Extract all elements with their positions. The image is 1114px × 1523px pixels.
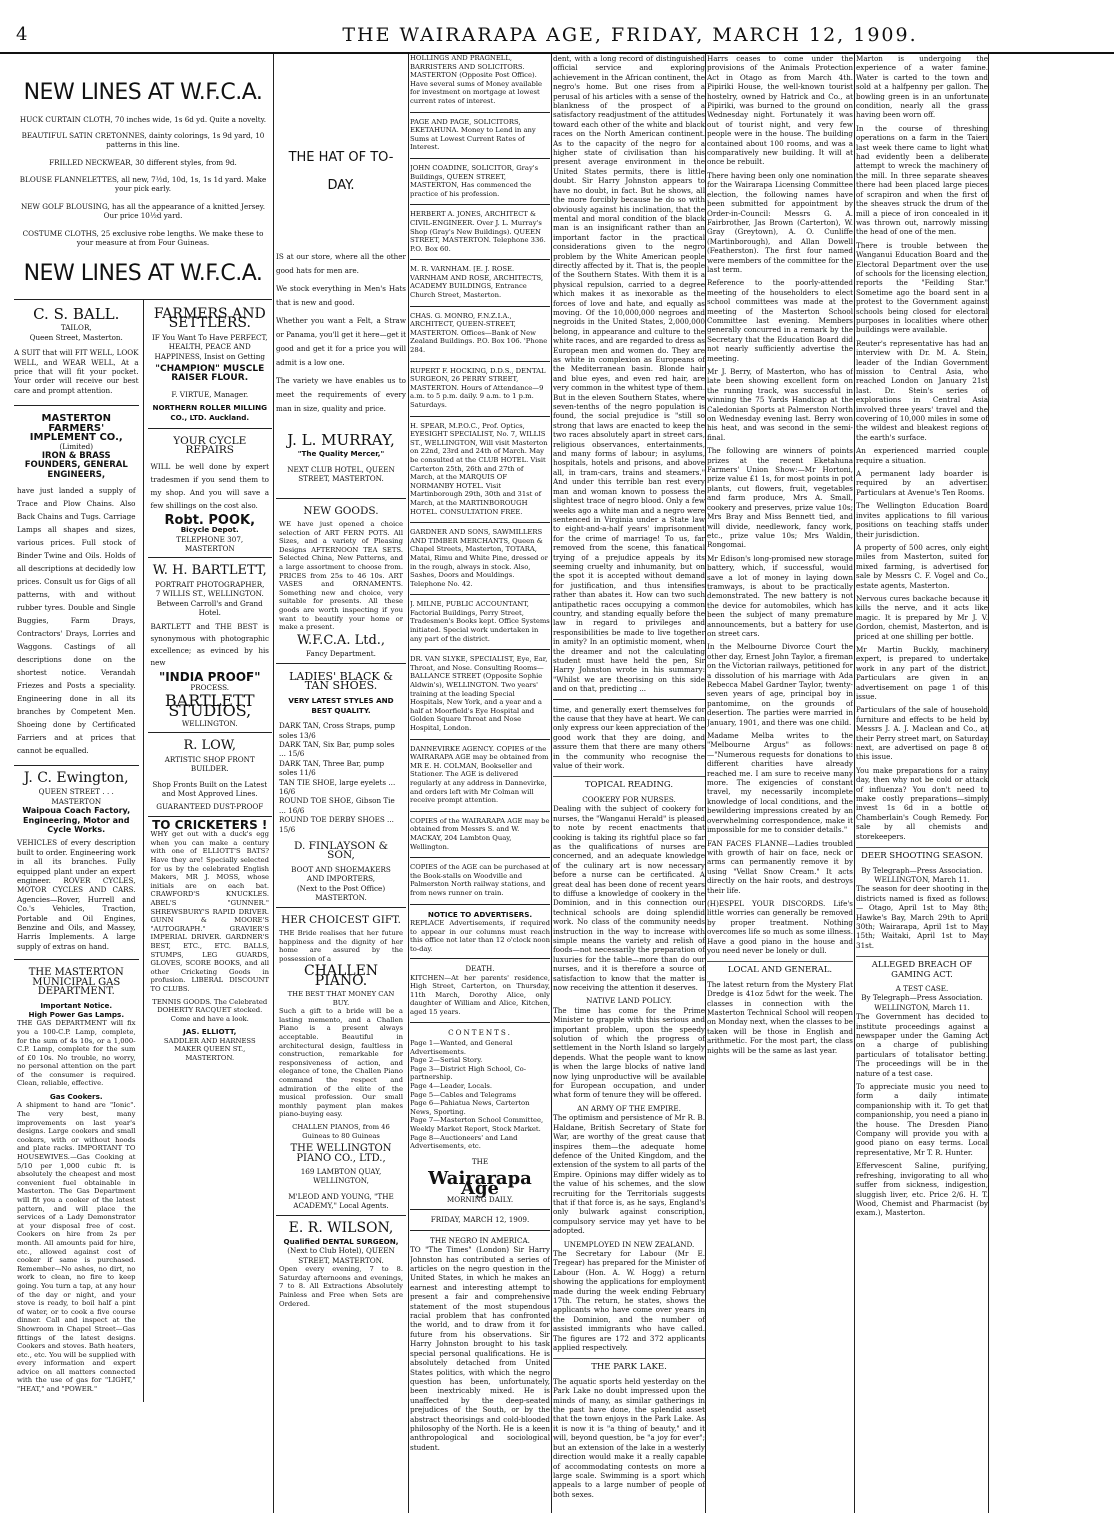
ad-cycle-tel: TELEPHONE 307, MASTERTON: [176, 534, 244, 553]
ad-low-guarantee: GUARANTEED DUST-PROOF: [156, 802, 264, 812]
contents-item: Page 6—Pahiatua News, Carterton News, Sporting.: [410, 1099, 530, 1116]
ad-farmers-product: "CHAMPION" MUSCLE RAISER FLOUR.: [155, 363, 265, 384]
article-title: LOCAL AND GENERAL.: [707, 961, 853, 975]
column-7: [990, 54, 1108, 1513]
notice: [410, 910, 550, 954]
ad-hat-body: IS at our store, where all the other good hats for men are.: [276, 252, 406, 275]
ad-ball-trade: TAILOR,: [60, 323, 92, 333]
ad-gift-body: THE Bride realises that her future happiness and the dignity of her home are assured by the possession of a: [279, 928, 403, 963]
article-subtitle: COOKERY FOR NURSES.: [582, 794, 676, 804]
ad-shoes-item: ROUND TOE SHOE, Gibson Tie ... 16/6: [279, 796, 395, 815]
ad-gift-title: HER CHOICEST GIFT.: [281, 913, 401, 926]
card: COPIES of the WAIRARAPA AGE may be obtained from Messrs S. and W. MACKAY, 204 Lambton Quay, Wellington.: [410, 816, 550, 851]
column-2: [276, 54, 406, 1513]
article-title: ALLEGED BREACH OF GAMING ACT.: [856, 956, 988, 980]
ad-bartlett-product: "INDIA PROOF": [158, 670, 261, 685]
card: DANNEVIRKE AGENCY. COPIES of the WAIRARAPA AGE may be obtained from MR E. H. COLMAN, Bookseller and Stationer. The AGE is delivered regularly at any address in Dannevirke, and orders left with Mr Colman will receive prompt attention.: [410, 744, 549, 805]
ad-wilson: [276, 1215, 406, 1317]
article-body: Mr Martin Buckly, machinery expert, is prepared to undertake work in any part of the district. Particulars are given in an advertisement on page 1 of this issue.: [856, 644, 988, 701]
article-body: Nervous cures backache because it kills the nerve, and it acts like magic. It is prepared by Mr J. V. Gordon, chemist, Masterton, and is priced at one shilling per bottle.: [856, 593, 988, 641]
column-rule: [854, 54, 855, 1513]
ad-farmers-sign: F. VIRTUE, Manager.: [171, 389, 249, 399]
ad-ball-addr: Queen Street, Masterton.: [29, 332, 123, 342]
ad-gas-title: THE MASTERTON MUNICIPAL GAS DEPARTMENT.: [28, 967, 124, 998]
ad-low-body: Shop Fronts Built on the Latest and Most Approved Lines.: [152, 779, 268, 799]
ad-shoes-item: DARK TAN, Six Bar, pump soles ... 15/6: [279, 740, 395, 759]
ad-cricket-trade: SADDLER AND HARNESS MAKER QUEEN ST., MASTERTON.: [163, 1036, 256, 1062]
article-body: Dealing with the subject of cookery for nurses, the "Wanganui Herald" is pleased to note by recent enactments that cooking is taking its rightful place so far as the qualifications of nurses are concerned, and an adequate knowledge of the culinary art is now necessary before a nurse can be certificated. A great deal has been done of recent years to diffuse a knowledge of cookery in the Dominion, and in this connection our technical schools are doing splendid work. No class of the community needs instruction in the way to increase with simple means the variety and relish of foods—not necessarily the preparation of luxuries for the table—more than do our nurses, and it is therefore a source of satisfaction to know that the matter is now receiving the attention it deserves.: [553, 804, 705, 992]
ad-gas: [14, 959, 139, 1401]
ad-ewington-sub: Waipoua Coach Factory, Engineering, Motor and Cycle Works.: [22, 806, 131, 834]
article-title: TOPICAL READING.: [553, 776, 705, 790]
ad-wilson-name: E. R. WILSON,: [288, 1219, 394, 1236]
column-4: [553, 54, 705, 1513]
article-body: Madame Melba writes to the "Melbourne Argus" as follows:—"Numerous requests for donations to different charities have already reached me. I am sure to receive many more. The exigencies of constant travel, my necessarily incomplete knowledge of local conditions, and the bewildering impressions created by an overwhelming correspondence, make it impossible for me to consider details.": [707, 731, 853, 835]
article-body: dent, with a long record of distinguished official service and exploring achievement in the African continent, the negro's home. But one rises from a perusal of his articles with a sense of the blankness of the prospect of a satisfactory readjustment of the attitudes toward each other of the white and black races on the North American continent. As to the capacity of the negro for a higher state of civilisation than his present average environment in the United States permits, there is little doubt. Sir Harry Johnston appears to have no doubt, in fact. But he shows, all the more forcibly because he do so with obviously against his inclination, that the mental and moral condition of the black man is an insignificant rather than an important factor in the practical considerations given to the negro problem by the White American people directly affected by it. That is, the people of the Southern States. With them it is a physical repulsion, carried to a degree which makes it as inexorable as the forces of love and hate, and equally as moving. Of the 10,000,000 negroes and negroids in the United States, 2,000,000 belong, in appearance and culture to the white races, and are regarded to dress as European men and women do. They are as white in complexion as Europeans of the Mediterranean basin. Blonde hair and blue eyes, and even red hair, are very common in the whitest type of them. But in the eleven Southern States, where seven-tenths of the negro population is found, the social prejudice is "still so strong that laws are enacted to keep the two races absolutely apart in street cars, religious observances, entertainments, and many forms of labour; in asylums, hospitals, hotels and prisons, and above all, in tram-cars, trains and steamers." And under this terrible ban rest every man and woman known to possess the slightest trace of negro blood. Only a few weeks ago a white man and a negro were sentenced in Virginia under a State law to eight-and-a-half years' imprisonment for the crime of marriage! To us, far removed from the scene, this fanatical trying of a prejudice appeals by its seeming cruelty and inhumanity, but on the spot it is accepted without demand for justification, and thus intensifies rather than abates it. How can two such antipathetic races occupying a common country, and standing equally before the law in regard to privileges and responsibilities be made to live together in amity? In an optimistic moment, when the dreamer and not the calculating student must have held the pen, Sir Harry Johnston wrote in his summary: "Whilst we are theorising on this side and on that, predicting ...: [553, 54, 705, 694]
ad-ewington-name: J. C. Ewington,: [23, 769, 129, 786]
article-body: Mr J. Berry, of Masterton, who has of late been showing excellent form on the running track, was successful in winning the 75 Yards Handicap at the Caledonian Sports at Palmerston North on Wednesday evening last. Berry won his heat, and was second in the semi-final.: [707, 367, 853, 442]
ad-wfca-line: BEAUTIFUL SATIN CRETONNES, dainty colorings, 1s 9d yard, 10 patterns in this line.: [21, 130, 265, 150]
ad-bartlett-body: BARTLETT and THE BEST is synonymous with photographic excellence; as evinced by his new: [150, 622, 269, 668]
ad-gas-sub2: Gas Cookers.: [49, 1092, 103, 1102]
column-6: [856, 54, 988, 1513]
ad-gift-body2: Such a gift to a bride will be a lasting memento, and a Challen Piano is a present always acceptable. Beautiful in architectural design, faultless in construction, remarkable for responsiveness of action, and elegance of tone, the Challen Piano command the respect and admiration of the elite of the musical profession. Our small monthly payment plan makes piano-buying easy.: [279, 1007, 403, 1119]
ad-shoes-name: D. FINLAYSON & SON,: [293, 840, 389, 862]
ad-implement-title: MASTERTON FARMERS' IMPLEMENT CO.,: [29, 413, 123, 443]
ad-wfca-line: HUCK CURTAIN CLOTH, 70 inches wide, 1s 6d yd. Quite a novelty.: [19, 115, 267, 125]
ad-ball-name: C. S. BALL.: [33, 304, 120, 323]
ad-bartlett-between: Between Carroll's and Grand Hotel.: [156, 598, 263, 617]
article-body: The Secretary for Labour (Mr E. Tregear) has prepared for the Minister of Labour (Hon. A. W. Hogg) a return showing the applications for employment made during the week ending February 17th. The return, he states, shows the applicants who have come over years in the Dominion, and the number of assisted immigrants who have called. The figures are 172 and 372 applicants applied respectively.: [553, 1248, 705, 1353]
ad-gift: [276, 907, 406, 1215]
article-body: Reuter's representative has had an interview with Dr. M. A. Stein, leader of the Indian Government mission to Central Asia, who reached London on January 21st last. Dr. Stein's series of explorations in Central Asia involved three years' travel and the covering of 10,000 miles in some of the wildest and bleakest regions of the earth's surface.: [856, 338, 988, 442]
ad-wfca-line: COSTUME CLOTHS, 25 exclusive robe lengths. We make these to your measure at from Four Guineas.: [22, 228, 264, 248]
article-body: The time has come for the Prime Minister to grapple with this serious and important problem, upon the speedy solution of which the progress of settlement in the North Island so largely depends. What the people want to know is when the large blocks of native land now lying unproductive will be available for European occupation, and under what form of tenure they will be offered.: [553, 1005, 705, 1100]
ad-bartlett: [148, 557, 273, 732]
card: J. MILNE, PUBLIC ACCOUNTANT, Factorial Buildings, Perry Street, Tradesmen's Books kept. Office Systems initiated. Special work undertaken in any part of the district.: [410, 600, 550, 643]
article-dateline: By Telegraph—Press Association. WELLINGTON, March 11.: [861, 865, 983, 884]
article-body: Marton is undergoing the experience of a water famine. Water is carted to the town and sold at a halfpenny per gallon. The bowling green is in an unfortunate condition, nearly all the grass having been worn off.: [856, 54, 988, 120]
card: DR. VAN SLYKE, SPECIALIST, Eye, Ear, Throat, and Nose. Consulting Rooms—BALLANCE STREET (Opposite Sophie Aldwin's), WELLINGTON. Two years' training at the leading Special Hospitals, New York, and a year and a half at Moorfield's Eye Hospital and Golden Square Throat and Nose Hospital, London.: [410, 655, 548, 732]
ad-shoes-item: DARK TAN, Cross Straps, pump soles 13/6: [279, 721, 395, 740]
ad-farmers: [148, 300, 273, 428]
ad-bartlett-addr: 7 WILLIS ST., WELLINGTON.: [155, 589, 264, 599]
ad-hat-addr: NEXT CLUB HOTEL, QUEEN STREET, MASTERTON.: [287, 464, 395, 484]
ad-cricket-tennis: TENNIS GOODS. The Celebrated DOHERTY RACQUET stocked. Come and have a look.: [152, 997, 268, 1023]
column-1: [14, 54, 272, 1513]
article-body: Effervescent Saline, purifying, refreshing, invigorating to all who suffer from sickness, indigestion, sluggish liver, etc. Price 2/6. H. T. Wood, Chemist and Pharmacist (by exam.), Masterton.: [856, 1161, 988, 1218]
article-body: A property of 500 acres, only eight miles from Masterton, suited for mixed farming, is advertised for sale by Messrs C. F. Vogel and Co., estate agents, Masterton.: [856, 542, 988, 590]
contents: [410, 1028, 550, 1151]
ad-wfca-line: NEW GOLF BLOUSING, has all the appearance of a knitted Jersey. Our price 10½d yard.: [21, 201, 265, 221]
ad-ewington: [14, 765, 139, 959]
ad-shoes-title: LADIES' BLACK & TAN SHOES.: [289, 669, 393, 692]
ad-wilson-addr: (Next to Club Hotel), QUEEN STREET, MASTERTON.: [287, 1246, 395, 1265]
article-body: time, and generally exert themselves for the cause that they have at heart. We can only express our keen appreciation of the good work that they are doing, and assure them that there are many others in the community who recognise the value of their work.: [553, 704, 705, 771]
ad-bartlett-name: W. H. BARTLETT,: [152, 563, 267, 579]
ad-gift-sub: THE BEST THAT MONEY CAN BUY.: [287, 990, 395, 1007]
article-body: To appreciate music you need to form a daily intimate companionship with it. To get that companionship, you need a piano in the house. The Dresden Piano Company will provide you with a good piano on easy terms. Local representative, Mr T. R. Hunter.: [856, 1082, 988, 1157]
column-rule: [551, 54, 552, 1513]
ad-newgoods-body: WE have just opened a choice selection of ART FERN POTS. All Sizes, and a variety of Pleasing Designs AFTERNOON TEA SETS. Selected China, New Patterns, and a large assortment to choose from. PRICES from 25s to 46 10s. ART VASES and ORNAMENTS. Something new and choice, very suitable for presents. All these goods are worth inspecting if you want to beautify your home or make a present.: [279, 520, 403, 632]
ad-hat-name: J. L. MURRAY,: [287, 431, 395, 449]
card: HERBERT A. JONES, ARCHITECT & CIVIL-ENGINEER. Over J. L. Murray's Shop (Gray's New Buildings). QUEEN STREET, MASTERTON. Telephone 336. P.O. Box 60.: [410, 210, 546, 253]
ad-bartlett-city: WELLINGTON.: [181, 719, 238, 729]
article-subtitle: UNEMPLOYED IN NEW ZEALAND.: [563, 1239, 695, 1249]
card: M. R. VARNHAM. [E. J. ROSE. VARNHAM AND ROSE, ARCHITECTS, ACADEMY BUILDINGS, Entrance Church Street, Masterton.: [410, 265, 544, 300]
article-body: TO "The Times" (London) Sir Harry Johnston has contributed a series of articles on the negro question in the United States, in which he makes an earnest and interesting attempt to present a fair and comprehensive statement of the most stupendous racial problem that has confronted the world, and to draw from it for future from his observations. Sir Harry Johnston brought to his task special personal qualifications. He is absolutely detached from United States politics, with which the negro question has been, unfortunately, been inextricably mixed. He is unaffected by the deep-seated prejudices of the South, or by the abstract theorisings and cold-blooded philosophy of the North. He is a keen anthropological and sociological student.: [410, 1245, 550, 1452]
notice-title: NOTICE TO ADVERTISERS.: [427, 909, 533, 919]
masthead: [0, 18, 1114, 54]
article-body: Particulars of the sale of household furniture and effects to be held by Messrs J. A. J. Maclean and Co., at their Perry street mart, on Saturday next, are advertised on page 8 of this issue.: [856, 705, 988, 762]
article-subtitle: AN ARMY OF THE EMPIRE.: [577, 1103, 681, 1113]
ad-farmers-company: NORTHERN ROLLER MILLING CO., LTD. Auckland.: [152, 403, 268, 422]
ad-wfca-footer: NEW LINES AT W.F.C.A.: [23, 261, 263, 287]
ad-gift-addr: 169 LAMBTON QUAY, WELLINGTON,: [300, 1167, 382, 1186]
ad-wfca-line: BLOUSE FLANNELETTES, all new, 7½d, 10d, 1s, 1s 1d yard. Make your pick early.: [19, 175, 267, 194]
ad-hat-body: Whether you want a Felt, a Straw or Panama, you'll get it here—get it good and get it for a price you will admit is a low one.: [276, 316, 406, 367]
ad-ball-body: A SUIT that will FIT WELL, LOOK WELL, and WEAR WELL, At a price that will fit your pocket. Your order will receive our best care and prompt attention.: [14, 348, 139, 395]
article-body: FAN FACES FLANNE—Ladies troubled with growth of hair on face, neck or arms can permanently remove it by using "Vellat Snow Cream." It acts directly on the hair roots, and destroys their life.: [707, 838, 853, 895]
contents-item: Page 2—Serial Story.: [410, 1056, 483, 1065]
article-title: THE NEGRO IN AMERICA.: [430, 1235, 530, 1245]
ad-shoes-sub: VERY LATEST STYLES AND BEST QUALITY.: [288, 696, 394, 715]
ad-bartlett-trade: PORTRAIT PHOTOGRAPHER,: [155, 579, 265, 589]
ad-gas-notice: Important Notice.: [40, 1000, 113, 1010]
article-body: In the Melbourne Divorce Court the other day, Ernest John Taylor, a fireman on the Victorian railways, petitioned for a dissolution of his marriage with Ada Rebecca Mabel Gardner Taylor, twenty-seven years of age, principal boy in pantomime, on the grounds of desertion. The parties were married in January, 1901, and there was one child.: [707, 642, 853, 727]
nameplate-the: THE: [471, 1156, 489, 1166]
article-body: You make preparations for a rainy day, then why not be cold or attack of influenza? You don't need to make costly preparations—simply invest 1s 6d in a bottle of Chamberlain's Cough Remedy. For sale by all chemists and storekeepers.: [856, 765, 988, 841]
article-body: Mr Edison's long-promised new storage battery, which, if successful, would save a lot of money in laying down tramways, is about to be practically demonstrated. The new battery is not the device for automobiles, which has been the subject of many premature announcements, but a battery for use on street cars.: [707, 553, 853, 638]
ad-hat-tag: "The Quality Mercer,": [297, 449, 385, 459]
ad-cycle-body: WILL be well done by expert tradesmen if you send them to my shop. And you will save a few shillings on the cost also.: [150, 461, 269, 510]
ad-ewington-body: VEHICLES of every description built to order. Engineering work in all its branches. Fully equipped plant under an expert engineer. ROVER CYCLES, MOTOR CYCLES AND CARS. Agencies—Rover, Hurrell and Co.'s Vehicles, Traction, Portable and Oil Engines, Benzine and Oils, and Massey, Harris Implements. A large supply of extras on hand.: [17, 838, 136, 951]
ad-cycle-title: YOUR CYCLE REPAIRS: [173, 434, 247, 457]
article-body: There having been only one nomination for the Wairarapa Licensing Committee election, the following names have been submitted for appointment by Order-in-Council: Messrs G. A. Fairbrother, Jas Brown (Carterton), W. Gray (Greytown), A. O. Cunliffe (Martinborough), and Allan Dowell (Featherston). The first four named were members of the committee for the last term.: [707, 170, 853, 274]
column-5: [707, 54, 853, 1513]
article-body: The aquatic sports held yesterday on the Park Lake no doubt impressed upon the minds of many, as similar gatherings in the past have done, the splendid asset that the town enjoys in the Park Lake. As it is now it is "a thing of beauty," and it will, beyond question, be "a joy for ever"; but an extension of the lake in a westerly direction would make it a really capable of accommodating contests on more a large scale. Swimming is a sport which appeals to a large number of people of both sexes.: [553, 1376, 705, 1499]
ad-ball: [14, 300, 139, 405]
ad-wfca: [14, 80, 272, 287]
contents-item: Page 7—Masterton School Committee, Weekly Market Report, Stock Market.: [410, 1116, 544, 1133]
article-subtitle: A TEST CASE.: [895, 983, 949, 993]
ad-gift-product: CHALLEN PIANO.: [303, 963, 379, 989]
card: JOHN COADINE, SOLICITOR, Gray's Buildings, QUEEN STREET, MASTERTON, Has commenced the practice of his profession.: [410, 163, 539, 198]
death: [410, 964, 550, 1016]
contents-item: Page 1—Wanted, and General Advertisements.: [410, 1039, 513, 1056]
notice-body: REPLACE Advertisements, if required to appear in our columns must reach this office not later than 12 o'clock noon to-day.: [410, 918, 550, 953]
ad-shoes-item: DARK TAN, Three Bar, pump soles 11/6: [279, 758, 385, 778]
article-body: The Government has decided to institute proceedings against a newspaper under the Gaming Act on a charge of publishing particulars of totalisator betting. The proceedings will be in the nature of a test case.: [856, 1012, 988, 1078]
card: CHAS. G. MONRO, F.N.Z.I.A., ARCHITECT, QUEEN-STREET, MASTERTON. Offices—Bank of New Zealand Buildings. P.O. Box 106. 'Phone 284.: [410, 311, 548, 355]
ad-cycle: [148, 428, 273, 557]
ad-shoes-addr: (Next to the Post Office) MASTERTON.: [296, 883, 386, 903]
ad-hat-body: The variety we have enables us to meet the requirements of every man in size, quality and price.: [276, 376, 406, 413]
ad-newgoods-trade: Fancy Department.: [306, 649, 376, 659]
column-rule: [988, 54, 989, 1513]
ad-low-name: R. LOW,: [183, 738, 237, 754]
ad-implement-sub1: (Limited): [59, 442, 94, 452]
ad-implement-body: have just landed a supply of Trace and Plow Chains. Also Back Chains and Tugs. Carriage Lamps all shapes and sizes, various prices. Full stock of Binder Twine and Oils. Holds of all descriptions at decidedly low prices. Consult us for Gigs of all patterns, with and without rubber tyres. Double and Single Buggies, Farm Drays, Contractors' Drays, Lorries and Waggons. Castings of all descriptions done on the shortest notice. Verandah Friezes and Posts a speciality. Engineering done in all its branches by Competent Men. Shoeing done by Certificated Farriers and at prices that cannot be equalled.: [17, 485, 136, 755]
ad-gift-agents: M'LEOD AND YOUNG, "THE ACADEMY," Local Agents.: [288, 1191, 394, 1211]
card: COPIES of the AGE can be purchased at the Book-stalls on Woodville and Palmerston North railway stations, and from news runner on train.: [410, 863, 550, 897]
nameplate-sub: MORNING DAILY.: [446, 1195, 514, 1204]
article-title: THE PARK LAKE.: [553, 1358, 705, 1372]
ad-shoes-sub2: AND IMPORTERS,: [306, 874, 376, 884]
card: RUPERT F. HOCKING, D.D.S., DENTAL SURGEON, 26 PERRY STREET, MASTERTON. Hours of Attendance—9 a.m. to 5 p.m. daily. 9 a.m. to 1 p.m. Saturdays.: [410, 366, 546, 409]
masthead-title: THE WAIRARAPA AGE, FRIDAY, MARCH 12, 1909.: [342, 24, 918, 46]
article-body: The following are winners of points prizes at the recent Eketahuna Farmers' Union Show:—Mr Hortoni, prize value £1 1s, for most points in pot plants, cut flowers, fruit, vegetables and farm produce, Mrs A. Small, cookery and preserves, prize value 10s; Mrs Bray and Miss Bennett tied, and will divide, needlework, fancy work, etc., prize value 10s; Mrs Waldin, Rongomai.: [707, 446, 853, 550]
article-title: DEER SHOOTING SEASON.: [856, 847, 988, 861]
ad-implement-sub2: IRON & BRASS FOUNDERS, GENERAL ENGINEERS,: [24, 450, 128, 480]
article-body: A permanent lady boarder is required by an advertiser. Particulars at Avenue's Ten Rooms.: [856, 469, 988, 497]
ad-newgoods-name: W.F.C.A. Ltd.,: [296, 632, 386, 648]
article-body: The season for deer shooting in the districts named is fixed as follows:— Otago, April 1st to May 8th; Hawke's Bay, March 29th to April 30th; Wairarapa, April 1st to May 15th; Waitaki, April 1st to May 31st.: [856, 884, 988, 950]
article-body: In the course of threshing operations on a farm in the Taieri last week there came to light what had evidently been a deliberate attempt to wreck the machinery of the mill. In three separate sheaves there had been placed large pieces of scrapiron and when the first of the sheaves struck the drum of the mill a piece of iron concealed in it was thrown out, narrowly missing the head of one of the men.: [856, 123, 988, 237]
article-body: Harrs ceases to come under the provisions of the Animals Protection Act in Otago as from March 4th. Pipiriki House, the well-known tourist hostelry, owned by Hatrick and Co., at Pipiriki, was burned to the ground on Wednesday night. Fortunately it was out of tourist night, and very few people were in the house. The building contained about 100 rooms, and was a comparatively new building. It will at once be rebuilt.: [707, 54, 853, 167]
ad-cycle-trade: Bicycle Depot.: [180, 525, 239, 535]
ad-cycle-name: Robt. POOK,: [164, 512, 256, 528]
ad-wfca-line: FRILLED NECKWEAR, 30 different styles, from 9d.: [49, 157, 237, 167]
article-body: (H)ESPEL YOUR DISCORDS. Life's little worries can generally be removed by proper treatment. Nothing overcomes life so much as some illness. Have a good piano in the house and you need never be lonely or dull.: [707, 898, 853, 955]
page-number: 4: [16, 24, 28, 45]
ad-gift-prices: CHALLEN PIANOS, from 46 Guineas to 80 Guineas: [292, 1123, 390, 1140]
ad-shoes-trade: BOOT AND SHOEMAKERS: [291, 864, 391, 874]
ad-wilson-body: Open every evening, 7 to 8. Saturday afternoons and evenings, 7 to 8. All Extractions Absolutely Painless and Free when Sets are Ordered.: [279, 1265, 403, 1308]
ad-shoes-item: ROUND TOE DERBY SHOES ... 15/6: [279, 815, 394, 834]
ad-gas-body: THE GAS DEPARTMENT will fix you a 100-C.P. Lamp, complete, for the sum of 4s 10s, or a 1,000-C.P. Lamp, complete for the sum of £0 10s. No trouble, no worry, no personal attention on the part of the consumer is required. Clean, reliable, effective.: [17, 1019, 136, 1088]
column-rule: [273, 54, 274, 1513]
ad-bartlett-process: PROCESS.: [190, 682, 230, 692]
article-body: There is trouble between the Wanganui Education Board and the Electoral Department over the use of schools for the licensing election, reports the "Feilding Star." Sometime ago the board sent in a protest to the Government against schools being closed for electoral purposes in localities where other buildings were available.: [856, 240, 988, 335]
ad-hat: [276, 144, 406, 484]
death-title: DEATH.: [465, 964, 495, 974]
ad-ewington-addr: QUEEN STREET . . . MASTERTON: [38, 787, 114, 806]
column-3: [410, 54, 550, 1513]
ad-newgoods: [276, 498, 406, 663]
ad-cricket: [148, 816, 273, 1067]
card: PAGE AND PAGE, SOLICITORS, EKETAHUNA. Money to Lend in any Sums at Lowest Current Rates of Interest.: [410, 117, 536, 152]
ad-cricket-title: TO CRICKETERS !: [152, 817, 268, 832]
article-dateline: By Telegraph—Press Association. WELLINGTON, March 11.: [861, 993, 983, 1012]
contents-item: Page 5—Cables and Telegrams: [410, 1090, 517, 1099]
ad-implement: [14, 405, 139, 765]
contents-title: CONTENTS.: [448, 1027, 512, 1037]
contents-item: Page 8—Auctioneers' and Land Advertisements, etc.: [410, 1133, 518, 1151]
card: HOLLINGS AND PRAGNELL, BARRISTERS AND SOLICITORS. MASTERTON (Opposite Post Office). Have several sums of Money available for investment on mortgage at lowest current rates of interest.: [410, 54, 543, 105]
column-rule: [705, 54, 706, 1513]
ad-low: [148, 732, 273, 815]
ad-cricket-name: JAS. ELLIOTT,: [183, 1027, 237, 1037]
ad-shoes-item: TAN TIE SHOE, large eyelets ... 16/6: [279, 777, 396, 797]
article-body: Reference to the poorly-attended meeting of the householders to elect school committees was made at the meeting of the Masterton School Committee last evening. Members generally concurred in a remark by the Secretary that the Education Board did not nearly sufficiently advertise the meeting.: [707, 278, 853, 363]
article-body: An experienced married couple require a situation.: [856, 446, 988, 465]
article-body: The optimism and persistence of Mr R. B. Haldane, British Secretary of State for War, are worthy of the great cause that inspires them—the adequate home defence of the United Kingdom, and the extension of the system to all parts of the Empire. Opinions may differ widely as to the value of his schemes, and the slow recruiting for the Territorials suggests that if that force is, as he says, England's only bulwark against conscription, compulsory service may yet have to be adopted.: [553, 1113, 705, 1236]
article-subtitle: NATIVE LAND POLICY.: [586, 996, 672, 1006]
ad-newgoods-title: NEW GOODS.: [303, 504, 379, 517]
ad-cricket-body: WHY get out with a duck's egg when you can make a century with one of ELLIOTT'S BATS? Have they are! Specially selected for us by the celebrated English Makers, MR J. MOSS, whose initials are on each bat. CRAWFORD'S KNUCKLES. ABEL'S "GUNNER." SHREWSBURY'S RAPID DRIVER. GUNN & MOORE'S "AUTOGRAPH." GRAVIER'S IMPERIAL DRIVER. GARDNER'S BEST, ETC., ETC. BALLS, STUMPS, LEG GUARDS, GLOVES, SCORE BOOKS, and all other Cricketing Goods in profusion. LIBERAL DISCOUNT TO CLUBS.: [150, 830, 269, 993]
column-rule: [408, 54, 409, 1513]
card: GARDNER AND SONS, SAWMILLERS AND TIMBER MERCHANTS, Queen & Chapel Streets, Masterton, TOTARA, Matai, Rimu and White Pine, dressed or in the rough, always in stock. Also, Sashes, Doors and Mouldings. Telephone No. 42.: [410, 528, 548, 588]
ad-gas-body2: A shipment to hand are "Ionic". The very best, many improvements on last year's designs. Large cookers and small cookers, with or without hoods and plate racks. IMPORTANT TO HOUSEWIVES.—Gas Cooking at 5/10 per 1,000 cubic ft. is absolutely the cheapest and most convenient fuel obtainable in Masterton. The Gas Department will fit you a cooker of the latest pattern, and will place the services of a Lady Demonstrator at your disposal free of cost. Cookers on hire from 2s per month. All amounts paid for hire, etc., allowed against cost of cooker if same is purchased. Remember—No ashes, no dirt, no work to clean, no fire to keep going. You turn a tap, at any hour of the day or night, and your stove is ready, to boil half a pint of water, or to cook a five course dinner. Call and inspect at the Showroom in Chapel Street—Gas fittings of the latest designs. Cookers and stoves. Bath heaters, etc., etc. You will be supplied with every information and expert advice on all matters connected with the use of gas for "LIGHT," "HEAT," and "POWER.": [17, 1101, 136, 1394]
ad-hat-body: We stock everything in Men's Hats that is new and good.: [276, 284, 406, 307]
card: H. SPEAR, M.P.O.C., Prof. Optics, EYESIGHT SPECIALIST, No. 7, WILLIS ST., WELLINGTON, Will visit Masterton on 22nd, 23rd and 24th of March. May be consulted at the CLUB HOTEL. Visit Carterton 25th, 26th and 27th of March, at the MARQUIS OF NORMANBY HOTEL. Visit Martinborough 29th, 30th and 31st of March, at the MARTINBOROUGH HOTEL. CONSULTATION FREE.: [410, 421, 548, 516]
ad-farmers-body: IF You Want To Have PERFECT, HEALTH, PEACE AND HAPPINESS, Insist on Getting: [151, 332, 268, 361]
ad-hat-title: THE HAT OF TO-DAY.: [288, 150, 394, 193]
ad-wfca-headline: NEW LINES AT W.F.C.A.: [23, 80, 263, 105]
ad-shoes: [276, 663, 406, 907]
nameplate: [410, 1157, 550, 1231]
ad-gift-company: THE WELLINGTON PIANO CO., LTD.,: [290, 1143, 392, 1164]
article-body: The latest return from the Mystery Flat Dredge is 41oz 5dwt for the week. The classes in connection with the Masterton Technical School will reopen on Monday next, when the classes to be taken will be those in English and arithmetic. For the most part, the class nights will be the same as last year.: [707, 979, 853, 1055]
ad-bartlett-studios: BARTLETT STUDIOS,: [164, 691, 255, 720]
nameplate-title: Wairarapa Age: [428, 1168, 532, 1199]
article-body: The Wellington Education Board invites applications to fill various positions on teaching staffs under their jurisdiction.: [856, 501, 988, 539]
ad-wilson-trade: Qualified DENTAL SURGEON,: [283, 1237, 399, 1247]
nameplate-date: FRIDAY, MARCH 12, 1909.: [430, 1215, 530, 1225]
ad-low-trade: ARTISTIC SHOP FRONT BUILDER.: [164, 754, 255, 774]
ad-farmers-title: FARMERS AND SETTLERS.: [153, 305, 266, 332]
death-body: KITCHEN—At her parents' residence, High Street, Carterton, on Thursday, 11th March, Dorothy Alice, only daughter of William and Alice, Kitchen, aged 15 years.: [410, 973, 550, 1017]
contents-item: Page 3—District High School, Co-partnership.: [410, 1064, 527, 1082]
contents-item: Page 4—Leader, Locals.: [410, 1082, 493, 1091]
article-negro: [410, 1236, 550, 1452]
ad-gas-sub: High Power Gas Lamps.: [28, 1009, 125, 1019]
